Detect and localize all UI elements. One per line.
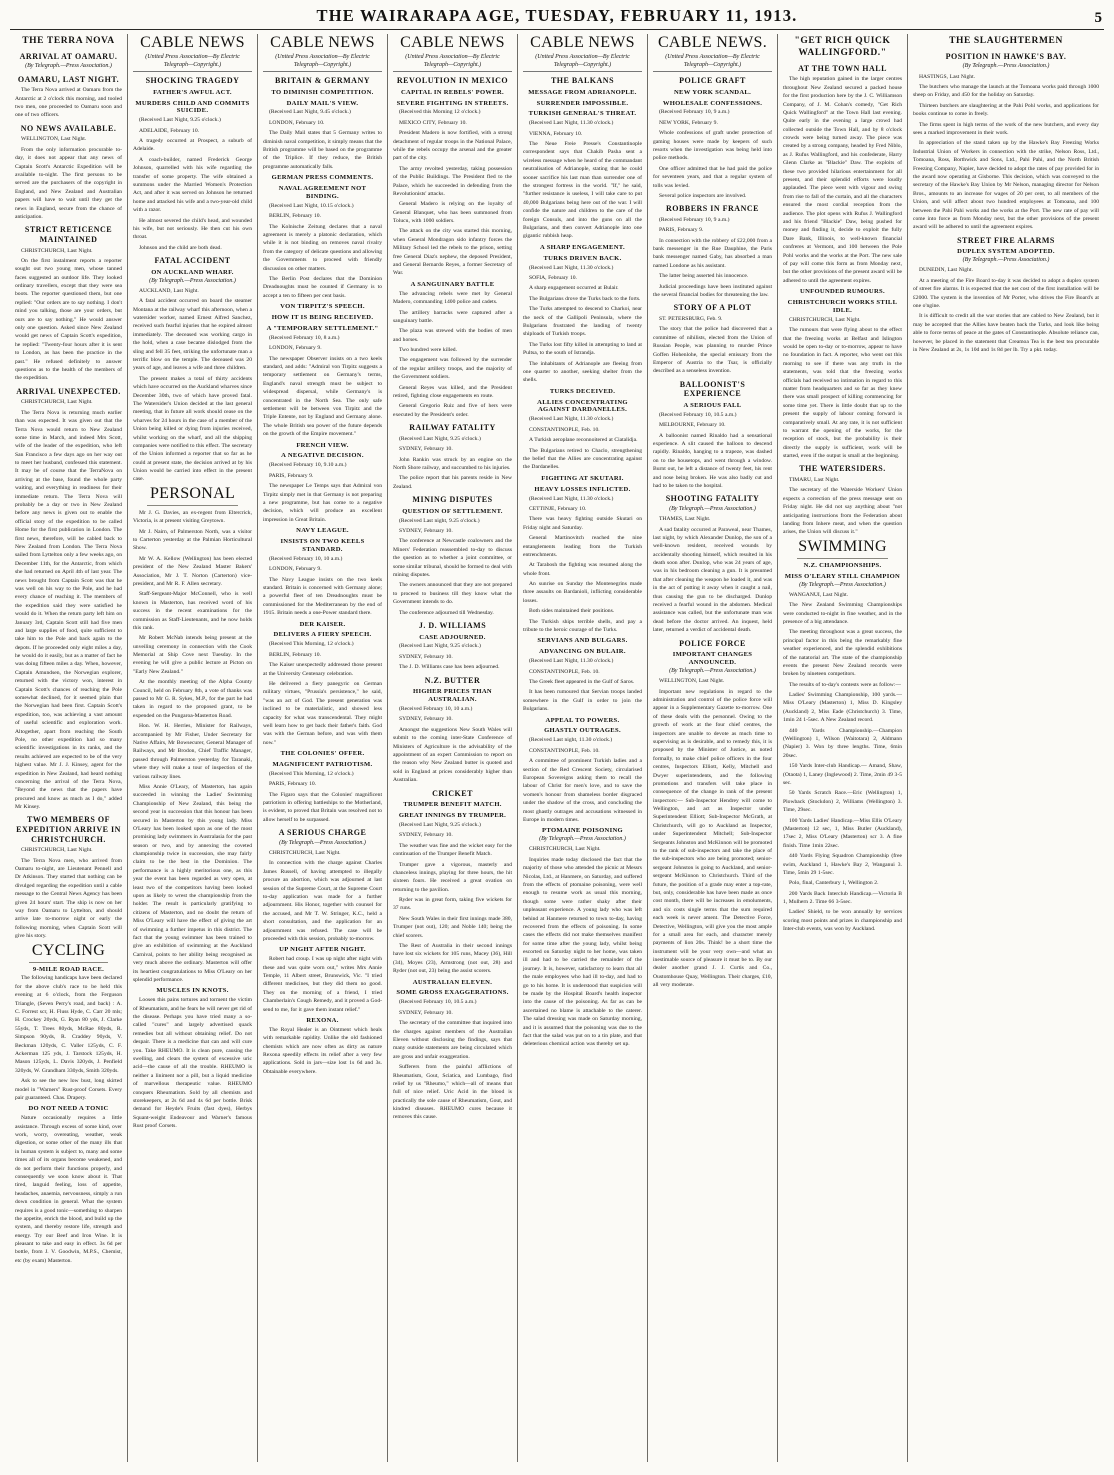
article-paragraph: (Received February 10, 8 a.m.) — [269, 334, 340, 341]
article-subheading: CHRISTCHURCH WORKS STILL IDLE. — [787, 299, 898, 314]
section-divider — [147, 505, 238, 506]
section-divider — [29, 962, 108, 963]
article-paragraph: Trumper gave a vigorous, masterly and chanceless innings, playing for three hours, the hit sixteen fours. He received a great ovation on returning to the pavilion. — [393, 861, 512, 893]
article-subheading: STORY OF A PLOT — [673, 303, 752, 313]
article-subheading: MURDERS CHILD AND COMMITS SUICIDE. — [135, 99, 250, 115]
article-paragraph: (Received February 10, 9 a.m.) — [659, 216, 730, 223]
article-paragraph: The secretary of the committee that inquired into the charges against members of the Australian Eleven without disclosing the findings, says that many outside statements are being circulated which are gross and unfair exaggeration. — [393, 1020, 512, 1060]
column-headline: THE TERRA NOVA — [22, 36, 115, 46]
article-paragraph: SYDNEY, February 10. — [399, 1009, 453, 1016]
article-subheading: OAMARU, LAST NIGHT. — [17, 74, 120, 84]
article-paragraph: (Received Last Night, 9.25 o'clock.) — [399, 821, 481, 828]
article-paragraph: The story that the police had discovered that a committee of nihilists, elected from the Union of Russian People, was planning to murder Prince Goffen Hohenlohe, the special emissary from the Emperor of Austria to the Tsar, is officially described as a senseless invention. — [653, 326, 772, 375]
article-paragraph: (Received February 10, 9.10 a.m.) — [269, 462, 347, 469]
column-headline: (United Press Association—By Electric Telegraph—Copyright.) — [653, 54, 772, 72]
article-paragraph: The Turkish ships terrible shells, and pay a tribute to the heroic courage of the Turks. — [523, 618, 642, 634]
article-paragraph: Mr Robert McNab intends being present at the unveiling ceremony in connection with the Cook Memorial at Ship Cove next Tuesday. In the evening he will give a public lecture at Picton on "Early New Zealand." — [133, 635, 252, 675]
article-subheading: SHOCKING TRAGEDY — [145, 76, 240, 85]
article-paragraph: A committee of prominent Turkish ladies and a section of the Red Crescent Society, circularised European Sovereigns asking them to recall the labour of Christ for men's love, and to save the women's honour from shameless border disgraced under the shadow of the cross, and concluding the most ghastly outrages and accusations witnessed in Europe in modern times. — [523, 758, 642, 823]
article-paragraph: 100 Yards Ladies' Handicap.—Miss Ellis O'Leary (Masterton) 12 sec, 1, Miss Butler (Auckland), 17sec 2, Miss O'Leary (Masterton) scr 3. A fine finish. Time 1min 22sec. — [783, 817, 902, 849]
article-paragraph: The Greek fleet appeared in the Gulf of Saros. — [529, 679, 635, 685]
article-subheading: SEVERE FIGHTING IN STREETS. — [396, 99, 509, 107]
article-paragraph: At Tarabosh the fighting was resumed along the whole front. — [523, 562, 642, 577]
article-subheading: UNFOUNDED RUMOURS. — [800, 288, 885, 296]
column-headline: (United Press Association—By Electric Telegraph—Copyright.) — [263, 54, 382, 72]
article-paragraph: He almost severed the child's head, and wounded his wife, but not seriously. He then cut his own throat. — [133, 217, 252, 241]
article-subheading: A "TEMPORARY SETTLEMENT." — [266, 324, 379, 332]
article-paragraph: DUNEDIN, Last Night. — [919, 267, 973, 274]
article-subheading: FATAL ACCIDENT — [154, 256, 231, 266]
column-3 — [258, 34, 388, 1462]
article-subheading: A SERIOUS FALL — [683, 401, 742, 409]
article-paragraph: MELBOURNE, February 10. — [659, 422, 726, 429]
article-paragraph: The Figaro says that the Colonies' magnificent patriotism in offering battleships to the Motherland, is evident, to proved that Britain was resolved not to allow herself to be surpassed. — [263, 791, 382, 823]
article-credit: (By Telegraph.—Press Association.) — [669, 505, 756, 512]
article-paragraph: (Received Last Night, 11.30 o'clock.) — [529, 416, 614, 423]
article-subheading: A NEGATIVE DECISION. — [281, 452, 364, 460]
column-1 — [10, 34, 128, 1462]
article-paragraph: SYDNEY, February 10. — [399, 446, 453, 453]
article-paragraph: In connection with the charge against Charles James Russell, of having attempted to illegally procure an abortion, which was adjourned at last session of the Supreme Court, at the Supreme Court to-day application was made for a further adjournment. His Honor, together with counsel for the accused, and Mr T. W. Stringer, K.C., held a short consultation, and the application for an adjournment was refused. The case will be proceeded with this session, probably to-morrow. — [263, 860, 382, 942]
article-paragraph: WELLINGTON, Last Night. — [21, 136, 87, 143]
article-paragraph: 440 Yards Flying Squadron Championship (free swim, Auckland 1, Hawke's Bay 2, Wanganui 3. Time, 5min 29 1-5sec. — [783, 853, 902, 876]
article-subheading: FRENCH VIEW. — [296, 441, 349, 449]
article-paragraph: An sunrise on Sunday the Montenegrins made three assaults on Bardanioli, inflicting considerable losses. — [523, 581, 642, 604]
article-paragraph: The Bulgarians drove the Turks back to the forts. — [529, 295, 641, 302]
article-subheading: ARRIVAL UNEXPECTED. — [16, 386, 121, 396]
article-paragraph: The newspaper Observer insists on a two keels standard, and adds: "Admiral von Tirpitz suggests a temporary settlement on Germany's terms, England's naval strength must be subject to widespread dispersal, while Germany's is concentrated in the North Sea. The only safe settlement will be between von Tirpitz and the Triple Entente, not by England and Germany alone. The whole British sea power of the future depends on the growth of the Empire movement." — [263, 355, 382, 438]
article-paragraph: A fatal accident occurred on board the steamer Montana at the railway wharf this afternoon, when a watersider worker, named Ernest Alfred Sanchez, received such fearful injuries that he expired almost immediately. The deceased was working cargo in the hold, when a case became dislodged from the sling and fell 35 feet, striking the unfortunate man a terrific blow on the temple. The deceased was 20 years of age, and leaves a wife and three children. — [133, 298, 252, 372]
article-paragraph: Mr J. G. Davies, an ex-regent from Eltercrick, Victoria, is at present visiting Greytown. — [133, 509, 252, 525]
article-subheading: A SERIOUS CHARGE — [278, 828, 367, 838]
article-subheading: WHOLESALE CONFESSIONS. — [662, 99, 763, 107]
article-paragraph: New South Wales in their first innings made 380, Trumper (not out), 120; and Noble 140; being the chief scorers. — [393, 915, 512, 939]
article-paragraph: The conference adjourned till Wednesday. — [399, 609, 494, 616]
article-subheading: HEAVY LOSSES INFLICTED. — [534, 485, 631, 493]
article-paragraph: Ask to see the new low bust, long skirted model in "Warners" Rust-proof Corsets. Every pair guaranteed. Chas. Drapery. — [15, 1078, 122, 1101]
article-paragraph: The latter being asserted his innocence. — [659, 273, 749, 280]
article-subheading: NEW YORK SCANDAL. — [673, 88, 752, 96]
article-paragraph: CHRISTCHURCH, Last Night. — [21, 399, 93, 406]
column-7 — [778, 34, 908, 1462]
article-subheading: TURKS DRIVEN BACK. — [543, 254, 622, 262]
article-paragraph: Ladies' Shield, to be won annually by services scoring most points and prizes in championship and Inter-club events, was won by Auckland. — [783, 909, 902, 933]
article-paragraph: Ryder was in great form, taking five wickets for 37 runs. — [393, 897, 512, 912]
article-subheading: SURRENDER IMPOSSIBLE. — [536, 99, 629, 107]
column-2 — [128, 34, 258, 1462]
article-paragraph: The Daily Mail states that 5 Germany writes to diminish naval competition, it simply means that the British programme will be based on the programme of the Triplice. If they reduce, the British programme automatically falls. — [263, 130, 382, 170]
article-paragraph: He delivered a fiery panegyric on German military virtues, "Prussia's persistence," he said, "was an act of God. The present generation was inclined to be materialistic, and showed less capacity for what was transcendental. They might well learn how to get back their father's faith. God was with the German before, and was with them now." — [263, 680, 382, 746]
article-subheading: MISS O'LEARY STILL CHAMPION — [784, 572, 901, 580]
article-paragraph: (Received Last Night, 11.30 o'clock.) — [529, 658, 614, 665]
article-paragraph: The Turks attempted to descend to Charkoi, near the neck of the Gallipoli Peninsula, where the Bulgarians frustrated the landing of twenty shiploads of Turkish troops. — [523, 306, 642, 338]
article-paragraph: ST. PETERSBURG, Feb. 9. — [659, 316, 723, 323]
article-subheading: VON TIRPITZ'S SPEECH. — [280, 303, 365, 311]
section-divider — [797, 558, 888, 559]
article-paragraph: HASTINGS, Last Night. — [919, 73, 976, 80]
column-headline: CABLE NEWS — [270, 34, 375, 51]
article-headline: SWIMMING — [798, 537, 887, 555]
article-subheading: CAPITAL IN REBELS' POWER. — [400, 88, 504, 96]
article-subheading: TWO MEMBERS OF EXPEDITION ARRIVE IN CHRISTCHURCH. — [16, 815, 121, 844]
article-paragraph: (Received Last Night, 10.15 o'clock.) — [269, 202, 354, 209]
article-paragraph: The newspaper Le Temps says that Admiral von Tirpitz simply met in that Germany is not preparing a new programme, but has come to a negative decision, which will produce an excellent impression in Great Britain. — [263, 483, 382, 523]
article-headline: PERSONAL — [149, 484, 236, 502]
article-paragraph: The owners announced that they are not prepared to proceed to business till they know what the Government intends to do. — [393, 582, 512, 606]
article-paragraph: Several police inspectors are involved. — [659, 192, 747, 199]
article-subheading: DELIVERS A FIERY SPEECH. — [273, 631, 372, 639]
article-paragraph: (Received February 10, 10.5 a.m.) — [399, 999, 477, 1006]
article-paragraph: The police report that his parents reside in New Zealand. — [393, 475, 512, 490]
article-credit: (By Telegraph.—Press Association.) — [539, 836, 626, 843]
article-subheading: THE BALKANS — [550, 76, 615, 85]
column-headline: (United Press Association—By Electric Telegraph—Copyright.) — [523, 54, 642, 72]
article-paragraph: The conference at Newcastle coalowners and the Miners' Federation reassembled to-day to discuss the question as to whether a joint committee, or some similar tribunal, should be formed to deal with mining disputes. — [393, 538, 512, 578]
article-paragraph: THAMES, Last Night. — [659, 516, 711, 523]
article-paragraph: (Received Last Night, 9.25 o'clock.) — [399, 643, 481, 650]
article-paragraph: BERLIN, February 10. — [269, 213, 321, 220]
article-paragraph: The Neue Freie Presse's Constantinople correspondent says that Chakib Pasha sent a wireless message when he heard of the commandant neutralisation of Adrianople, stating that he could sooner sacrifice his last man than surrender one of the strongest fortress in the world. "If," he said, "further resistance is useless, I will take care to put 40,000 Bulgarians being here out of the war. I will confide the nature and children to the care of the foreign Consuls, and into the guns on all the Bulgarians, and then convert Adrianople into one gigantic rubbish heap. — [523, 141, 642, 240]
article-paragraph: Miss Annie O'Leary, of Masterton, has again succeeded in winning the Ladies' Swimming Championship of New Zealand, this being the second year in succession that this honour has been secured in Masterton by this young lady. Miss O'Leary has been looked upon as one of the most promising lady swimmers in Australasia for the past season or two, and by annexing the coveted championship twice in succession, she may fairly claim to be the best in the Dominion. The performance is a highly meritorious one, as this year the event has been regarded as very open, at least two of the competitors having been looked upon as likely to wrest the championship from the holder. The result is particularly gratifying to citizens of Masterton, and no doubt the return of Miss O'Leary will have the effect of giving the art of swimming a further impetus in this district. The fact that the young swimmer has been trained to give an exhibition of swimming at the Auckland Carnival, points to her ability being recognised as very much above the ordinary. Masterton will offer its heartiest congratulations to Miss O'Leary on her splendid performance. — [133, 783, 252, 983]
article-paragraph: A Turkish aeroplane reconnoitered at Ciatalidja. — [529, 437, 638, 444]
article-paragraph: Mr J. Nairn, of Palmerston North, was a visitor to Carterton yesterday at the Palmian Horticultural Show. — [133, 528, 252, 552]
article-subheading: NO NEWS AVAILABLE. — [20, 123, 117, 133]
article-credit: (By Telegraph.—Press Association.) — [149, 277, 236, 284]
article-subheading: STREET FIRE ALARMS — [957, 235, 1055, 245]
article-paragraph: The engagement was followed by the surrender of the regular artillery troops, and the majority of the Government soldiers. — [393, 357, 512, 381]
article-paragraph: The meeting throughout was a great success, the principal factor in this being the remarkably fine weather experienced, and the splendid exhibitions of the natatorial art. The state of the championship events the present New Zealand records were broken by nineteen competitors. — [783, 629, 902, 678]
article-subheading: FIGHTING AT SKUTARI. — [541, 474, 624, 482]
article-paragraph: CHRISTCHURCH, Last Night. — [269, 850, 341, 856]
column-headline: THE SLAUGHTERMEN — [949, 36, 1063, 46]
article-paragraph: Staff-Sergeant-Major McConnell, who is well known in Masterton, has received word of his success in the recent examinations for the commission as Staff-Lieutenants, and he now holds this rank. — [133, 591, 252, 631]
article-subheading: HOW IT IS BEING RECEIVED. — [271, 314, 374, 322]
article-paragraph: From the only information procurable to-day, it does not appear that any news of Captain Scott's Antarctic Expedition will be available to-night. The first persons to be served are the purchasers of the copyright in England, and New Zealand and Australian papers will have to wait until they get the news in England, secure from the chance of anticipation. — [15, 146, 122, 220]
article-paragraph: Robert had croup. I was up night after night with these and was quite worn out," writes Mrs Annie Temple, 11 Albert street, Brunswick, Vic. "I tried different medicines, but they did them no good. They on the morning of a friend, I tried Chamberlain's Cough Remedy, and it proved a God-send to me, for it gave them instant relief." — [263, 956, 382, 1013]
article-paragraph: SYDNEY, February 10. — [399, 528, 453, 535]
article-subheading: CRICKET — [432, 788, 473, 798]
article-paragraph: SOFIA, February 10. — [529, 274, 577, 281]
article-paragraph: 200 Yards Back Interclub Handicap.—Victoria B 1, Mulhern 2. Time 66 3-5sec. — [783, 890, 902, 906]
column-headline: CABLE NEWS. — [657, 34, 768, 51]
article-subheading: INSISTS ON TWO KEELS STANDARD. — [280, 538, 365, 553]
article-paragraph: WANGANUI, Last Night. — [789, 591, 849, 598]
article-headline: CYCLING — [31, 941, 106, 959]
article-paragraph: General Martinovitch reached the nine entanglements leading from the Turkish entrenchments. — [523, 535, 642, 558]
article-paragraph: Sufferers from the painful afflictions of Rheumatism, Gout, Sciatica, and Lumbago, find relief by us "Rheumo," which—all of means that full of nice relief. Uric Acid in the blood is practically the sole cause of Rheumatism, Gout, and kindred diseases. RHEUMO cures because it removes this cause. — [393, 1064, 512, 1121]
article-paragraph: (Received February 10, 10.5 a.m.) — [659, 411, 737, 418]
article-paragraph: One officer admitted that he had paid the police for seventeen years, and that a regular system of tolls was levied. — [653, 165, 772, 189]
article-paragraph: SYDNEY, February 10. — [399, 653, 453, 660]
article-paragraph: A tragedy occurred at Prospect, a suburb of Adelaide. — [133, 138, 252, 153]
article-subheading: SOME GROSS EXAGGERATIONS. — [396, 989, 509, 997]
article-paragraph: Ladies' Swimming Championship, 100 yards.—Miss O'Leary (Masterton) 1, Miss D. Kingsley (Auckland) 2, Miss Eade (Christchurch) 3. Time, 1min 24 1-5sec. A New Zealand record. — [783, 692, 902, 724]
article-paragraph: The butchers who manage the launch at the Tomoana works paid through 1000 sheep on Friday, and 450 for the holiday on Saturday. — [913, 84, 1099, 99]
article-paragraph: (Received Last Night, 9.45 o'clock.) — [269, 109, 351, 116]
article-paragraph: The inhabitants of Adrianople are fleeing from one quarter to another, seeking shelter from the shells. — [523, 360, 642, 384]
article-subheading: SERVIANS AND BULGARS. — [537, 637, 628, 645]
article-subheading: J. D. WILLIAMS — [418, 620, 487, 630]
article-paragraph: The Terra Nova is returning much earlier than was expected. It was given out that the Terra Nova would return to New Zealand some time in March, and indeed Mrs Scott, wife of the leader of the expedition, who left San Francisco a few days ago on her way out to meet her husband, confessed this statement. It may be of course that the TerraNova on arriving at the base, found the whole party waiting, and everything in readiness for their immediate return. The Terra Nova will probably be a day or two in New Zealand before any news is given out to enable the official story of the expedition to be called Home for the first publication in London. The first news, therefore, will be cabled back to New Zealand from London. The Terra Nova sailed from Lyttelton only a few weeks ago, on December 11th, for the Antarctic, from which she had returned on April 4th of last year. The news brought from Captain Scott was that he was well on his way to the Pole, and he had every chance of reaching it. The members of the expedition said they were satisfied he would do it. When the return party left him on January 3rd, Captain Scott still had five men and large supplies of food, quite sufficient to take him to the Pole and back again to the depots. If he proceeded only eight miles a day, he would do it easily, but as a matter of fact he was doing fifteen miles a day. When, however, Captain Amundsen, the Norwegian explorer, returned with the victory won, interest in Captain Scott's chances of reaching the Pole somewhat declined, for it seemed plain that the Norwegian had been first. Captain Scott's expedition, too, was achieving a vast amount of useful scientific and exploration work. Altogether, apart from reaching the South Pole, no other expedition had so many scientific investigations in its ranks, and the results achieved are expected to be of the very highest value. Mr J. J. Kinsey, agent for the expedition in New Zealand, had heard nothing concerning the arrival of the Terra Nova, "Beyond the news that the papers have procured and know as much as I do," added Mr Kinsey. — [15, 409, 122, 811]
article-subheading: N.Z. BUTTER — [424, 675, 481, 685]
article-paragraph: LONDON, February 9. — [269, 566, 322, 573]
article-credit: (By Telegraph.—Press Association.) — [669, 668, 756, 675]
article-subheading: GREAT INNINGS BY TRUMPER. — [398, 812, 507, 820]
column-headline: "GET RICH QUICK WALLINGFORD." — [794, 36, 891, 58]
article-paragraph: The weather was fine and the wicket easy for the continuation of the Trumper Benefit Match. — [393, 842, 512, 858]
article-paragraph: The firms spent in high terms of the work of the new butchers, and every day sees a marked improvement in their work. — [913, 121, 1099, 136]
article-subheading: GERMAN PRESS COMMENTS. — [271, 174, 374, 182]
article-subheading: FATHER'S AWFUL ACT. — [153, 88, 232, 96]
article-credit: (By Telegraph.—Press Association.) — [279, 839, 366, 846]
column-8 — [908, 34, 1104, 1462]
article-subheading: CASE ADJOURNED. — [419, 633, 486, 641]
article-paragraph: The Kaiser unexpectedly addressed those present at the University Centenary celebration. — [263, 662, 382, 677]
article-subheading: MAGNIFICENT PATRIOTISM. — [272, 760, 373, 768]
article-paragraph: The army revolted yesterday, taking possession of the Public Buildings. The President fled to the Palace, which he succeeded in defending from the Revolutionists' attacks. — [393, 165, 512, 197]
article-subheading: MUSCLES IN KNOTS. — [156, 987, 229, 995]
article-paragraph: Nature occasionally requires a little assistance. Through excess of some kind, over work, worry, overeating, weather, weak digestion, or some other of the many ills that in human system is subject to, many and some times all of its organs become weakened, and do not perform their functions properly, and consequently we soon know about it. That tired, languid feeling, loss of appetite, headaches, anaemia, nervousness, simply a run down condition in general. What the system requires is a good tonic—something to sharpen the appetite, enrich the blood, and build up the system, and thereby restore life, strength and energy. Try our Beef and Iron Wine. It is pleasant to take and easy in effect. 3s 6d per bottle, from J. V. Goodwin, M.P.S., Chemist, etc (by exam) Masterton. — [15, 1115, 122, 1264]
article-paragraph: A balloonist named Rinaldo had a sensational experience. A slit caused the balloon to descend rapidly. Rinaldo, hanging to a trapeze, was dashed on to the housetops, and went through a window. Burnt out, he left a distance of twenty feet, his rent and nose being broken. He was also badly cut and had to be taken to the hospital. — [653, 432, 772, 489]
article-paragraph: At the monthly meeting of the Alpha County Council, held on February 8th, a vote of thanks was passed to Mr G. R. Sykes, M.P., for the part he had taken in regard to the proposed grant, to be expended on the Pungaroa-Masterton Road. — [133, 679, 252, 719]
article-paragraph: In appreciation of the stand taken up by the Hawke's Bay Freezing Works Industrial Union of Workers in connection with the strike, Nelson Ross, Ltd., Tomoana, Ross, Borthwick and Sons, Ltd., Pahi Pahi, and the North British Freezing Company, Napier, have decided to adopt the rates of pay provided for in the award now operating at Gisborne. This decision, which was conveyed to the secretary of the Hawke's Bay Union by Mr Nelson, managing director for Nelson Bros., amounts to an increase for wages of 20 per cent, to all members of the Union, and will affect about two hundred employees at Tomoana, and 100 between the Pahi Pahi works and the works at the Port. The new rate of pay will come into force as from Monday next, but the other provisions of the present award will be adhered to until the agreement expires. — [913, 140, 1099, 231]
article-paragraph: The present makes a total of thirty accidents which have occurred on the Auckland wharves since December 30th, two of which have proved fatal. The Watersider's Union decided at the last general meeting, that in future all work should cease on the wharves for 24 hours in the case of a member of the Union being killed or dying from injuries received, whilst working on the wharf, and all the shipping companies were notified to this effect. The secretary of the Union informed a reporter that so far as he could at present state, the decision arrived at by his Union would be carried into effect in the present case. — [133, 375, 252, 483]
article-subheading: ALLIES CONCENTRATING AGAINST DARDANELLES. — [537, 398, 628, 414]
article-subheading: ROBBERS IN FRANCE — [666, 204, 759, 214]
article-paragraph: 440 Yards Championship.—Champion (Wellington) 1, Wilson (Waitotara) 2, Aldmann (Napier) 3. Won by three lengths. Time, 6min 20sec. — [783, 727, 902, 759]
article-subheading: N.Z. CHAMPIONSHIPS. — [803, 561, 882, 569]
page-number: 5 — [1094, 10, 1102, 26]
article-paragraph: The Turks lost fifty killed in attempting to land at Pultsa, to the south of Istrandja. — [523, 341, 642, 357]
article-paragraph: The advancing rebels were met by General Madero, commanding 1400 police and cadets. — [393, 290, 512, 306]
article-paragraph: It has been rumoured that Servian troops landed somewhere in the Gulf in order to join the Bulgarians. — [523, 689, 642, 713]
column-headline: AT THE TOWN HALL — [798, 63, 887, 73]
article-paragraph: Two hundred were killed. — [399, 347, 457, 354]
article-paragraph: The J. D. Williams case has been adjourned. — [399, 664, 500, 671]
article-paragraph: PARIS, February 9. — [269, 472, 314, 479]
article-subheading: NAVAL AGREEMENT NOT BINDING. — [278, 185, 367, 200]
article-paragraph: On the first instalment reports a reporter sought out two young men, whose tanned faces suggested an outdoor life. They looked ordinary travellers, except that they were sea boots. The reporter questioned them, but one replied: "Our orders are to say nothing. I don't mind you talking, those are your orders, but ours are to say nothing." He would answer only one question. Asked since New Zealand would get news of Captain Scott's expedition, he replied: "Twenty-four hours after it is sent to London, as has been the practice in the past." He refused definitely to answer questions as to the health of the members of the expedition. — [15, 257, 122, 382]
column-headline: CABLE NEWS — [530, 34, 635, 51]
article-subheading: MESSAGE FROM ADRIANOPLE. — [528, 88, 637, 96]
article-paragraph: MEXICO CITY, February 10. — [399, 119, 467, 126]
article-paragraph: The artillery barracks were captured after a sanguinary battle. — [393, 309, 512, 324]
article-subheading: SHOOTING FATALITY — [665, 494, 760, 504]
article-paragraph: (Received Last Night, 11.30 o'clock.) — [529, 264, 614, 271]
article-paragraph: The New Zealand Swimming Championships were conducted to-night in fine weather, and in the presence of a big attendance. — [783, 602, 902, 625]
article-paragraph: (Received Last Night, 11.30 o'clock.) — [529, 495, 614, 502]
article-paragraph: The Terra Nova arrived at Oamaru from the Antarctic at 2 o'clock this morning, and tooled two men, one proceeded to Oamaru soon and one of two officers. — [15, 87, 122, 119]
article-paragraph: CETTINJE, February 10. — [529, 505, 587, 512]
article-subheading: AUSTRALIAN ELEVEN. — [412, 978, 493, 986]
article-paragraph: (Received this Morning 12 o'clock.) — [399, 109, 481, 116]
article-paragraph: (Received This Morning, 12 o'clock.) — [269, 641, 354, 648]
article-paragraph: It is difficult to credit all the war stories that are cabled to New Zealand, but it may be accepted that the Allies have beaten back the Turks, and look like being able to force terms of peace at the gates of Constantinople. Absolute reliance can, however, be placed in the statement that Creamoa Tea is the best tea procurable in New Zealand at 2s, 1s 10d and 1s 8d per lb. Try a pkt. today. — [913, 313, 1099, 353]
article-paragraph: The high reputation gained in the larger centres throughout New Zealand secured a packed house for the first production here by the J. C. Williamson Company, of J. M. Cohan's comedy, "Get Rich Quick Wallingford" at the Town Hall last evening. Quite early in the evening a large crowd had collected outside the Town Hall, and by 8 o'clock crowds were being turned away. The piece was created by a strong company, headed by Fred Niblo, as J. Rufus Wallingford, and his confederate, Harry Glenn Clarke as "Blackie" Daw. The exploits of these two provided hilarious entertainment for all present, and their splendid efforts were loudly applauded. The piece went with vigour and swing from rise to fall of the curtain, and all the characters ensured the most cordial reception from the audience. The plot opens with Rufus J. Wallingford and his friend "Blackie" Daw, being pushed for money and finding it, decide to exploit the fully Dare Bank, Illinois, to well-known financial confreres at Vermont, and 100 between the Pole Pohl works and the works at the Port. The new sale of pay will come this form as from Monday next, but the other provisions of the present award will be adhered to until the agreement expires. — [783, 76, 902, 284]
article-paragraph: Loosen this pains tortures and torment the victim of Rheumatism, and he fears he will never get rid of the disease. Perhaps you have tried many a so-called "cures" and largely advertised quack remedies but all without obtaining relief. Do not despair. There is a medicine that can and will cure you. Take RHEUMO. It is clean pure, causing the swelling, and clears the system of excessive uric acid—the cause of all the trouble. RHEUMO is neither a liniment nor a pill, but a liquid medicine of marvellous therapeutic value. RHEUMO conquers Rheumatism. Sold by all chemists and storekeepers, at 2s 6d and 4s 6d per bottle. Brisk demand for Heyde's Fruits (fast dyes), Herbys Squant-weight Endeavour and Warner's famous Rust proof Corsets. — [133, 997, 252, 1130]
article-paragraph: CONSTANTINOPLE, Feb. 10. — [529, 426, 600, 433]
article-paragraph: General Reyes was killed, and the President retired, fighting close engagements en route. — [393, 384, 512, 400]
article-paragraph: The following handicaps have been declared for the above club's race to be held this evening at 6 o'clock, from the Ferguson Triangle, (Seven Perry's road, and back) : A. C. Forrest scr, H. Fluss Hyde, C. Carr 20 mls; H. Crockey 20yds, G. Ryan 80 yds, J. Clarke 55yds, T. Trees 80yds, McRae 80yds, R. Simpson 90yds, R. Craddey 90yds, V. Beckman 120yds, C. Valler 125yds, C. F. Ackerman 125 yds, J. Tarstock 125yds, H. Mason 125yds, L. Davis 320yds, J. Penfield 320yds, W. Grandham 330yds, Smith 320yds. — [15, 975, 122, 1074]
article-paragraph: WELLINGTON, Last Night. — [659, 678, 725, 685]
article-paragraph: PARIS, February 9. — [659, 227, 704, 234]
article-paragraph: The results of to-day's contests were as follow:— — [789, 681, 901, 688]
article-paragraph: (Received Last night, 9.25 o'clock.) — [399, 517, 480, 524]
article-paragraph: The Terra Nova men, who arrived from Oamaru to-night, are Lieutenant Pennell and Dr Atkinson. They started that nothing can be divulged regarding the expedition until a cable message to the Central News Agency has been given 24 hours' start. The ship is now on her way from Oamaru to Lyttelton, and should arrive late to-morrow night or early the following morning, when Captain Scott will give his story. — [15, 857, 122, 940]
article-subheading: POLICE GRAFT — [679, 76, 746, 85]
article-subheading: TURKS DECEIVED. — [549, 387, 616, 395]
article-paragraph: (Received February 10, 10 a.m.) — [269, 555, 343, 562]
article-subheading: ON AUCKLAND WHARF. — [151, 268, 234, 276]
article-subheading: ADVANCING ON BULAIR. — [539, 648, 626, 656]
column-headline: (United Press Association—By Electric Telegraph—Copyright.) — [133, 54, 252, 72]
column-headline: POSITION IN HAWKE'S BAY. — [945, 51, 1067, 61]
article-paragraph: PARIS, February 10. — [269, 781, 317, 788]
article-paragraph: (Received February 10, 9 a.m.) — [659, 109, 730, 116]
article-paragraph: LONDON, February 10. — [269, 119, 325, 126]
article-subheading: POLICE FORCE — [679, 638, 746, 648]
column-5 — [518, 34, 648, 1462]
article-paragraph: A sharp engagement occurred at Bulair. — [529, 285, 619, 292]
article-paragraph: (Received February 10, 10 a.m.) — [399, 706, 473, 713]
article-subheading: IMPORTANT CHANGES ANNOUNCED. — [672, 651, 753, 667]
column-headline: ARRIVAL AT OAMARU. — [19, 51, 118, 61]
article-paragraph: The Royal Healer is an Ointment which heals with remarkable rapidity. Unlike the old fashioned chemists which are now often as dirty as nature Rexona speedily effects its relief after a very few applications. Sold in jars—size lost 1s 6d and 3s. Obtainable everywhere. — [263, 1026, 382, 1075]
article-paragraph: The plaza was strewed with the bodies of men and horses. — [393, 328, 512, 343]
article-paragraph: (Received This Morning, 12 o'clock.) — [269, 770, 354, 777]
column-headline: (By Telegraph.—Press Association.) — [25, 63, 112, 70]
article-paragraph: There was heavy fighting outside Skutari on Friday night and Saturday. — [523, 516, 642, 531]
article-subheading: GHASTLY OUTRAGES. — [544, 727, 621, 735]
masthead — [10, 6, 1104, 30]
article-paragraph: BERLIN, February 10. — [269, 651, 321, 658]
article-paragraph: General Gregorio Ruiz and five of hers were executed by the President's order. — [393, 403, 512, 418]
article-paragraph: The secretary of the Waterside Workers' Union expects a correction of the press message sent on Friday night. He did not say anything about "not anticipating instructions from the Federation about landing from Inhere meat, and when the question arises, the Union will discuss it." — [783, 487, 902, 536]
article-subheading: NAVY LEAGUE. — [296, 527, 349, 535]
article-paragraph: Whole confessions of graft under protection of gaming houses were made by keepers of such resorts when the investigation was being held into police methods. — [653, 130, 772, 162]
article-subheading: RAILWAY FATALITY — [409, 423, 496, 433]
article-subheading: REXONA. — [306, 1016, 339, 1024]
article-subheading: PTOMAINE POISONING — [542, 827, 623, 835]
article-subheading: DO NOT NEED A TONIC — [28, 1105, 109, 1113]
article-subheading: THE COLONIES' OFFER. — [280, 750, 365, 758]
article-paragraph: CHRISTCHURCH, Last Night. — [789, 316, 861, 323]
article-subheading: A SANGUINARY BATTLE — [410, 280, 495, 288]
article-paragraph: (Received Last Night, 9.25 o'clock.) — [139, 117, 221, 124]
article-paragraph: The Bulgarians retired to Chaclo, strengthening the belief that the Allies are concentrating against the Dardanelles. — [523, 447, 642, 471]
article-paragraph: NEW YORK, February 9. — [659, 119, 718, 126]
column-6 — [648, 34, 778, 1462]
article-paragraph: A coach-builder, named Frederick George Johnson, quarrelled with his wife regarding the transfer of some property. The wife obtained a summons under the Married Women's Protection Act, and after it was served on Johnson he returned home and attacked his wife and a two-year-old child with a razor. — [133, 156, 252, 214]
article-paragraph: Thirteen butchers are slaughtering at the Pahi Pohl works, and applications for books continue to come in freely. — [913, 102, 1099, 118]
article-subheading: DAILY MAIL'S VIEW. — [286, 99, 359, 107]
article-paragraph: The rumours that were flying about to the effect that the freezing works at Belfast and Islington would be open to-day or to-morrow, appear to have no foundation in fact. A reporter, who went out this morning to see if there was any truth in the statements, was told that the freezing works officials had received no intimation in regard to this matter from headquarters and so far as they knew there was small prospect of killing commencing for some time yet. There is little doubt that up to the present the supply of labour coming forward is comparatively small. At any rate, it is not sufficient to warrant the opening of the works, for the reception of stock, but the probability is their directly the supply is sufficient, work will be started, even if the output is small at the beginning. — [783, 327, 902, 460]
column-headline: CABLE NEWS — [140, 34, 245, 51]
article-paragraph: President Madero is now fortified, with a strong detachment of regular troops in the National Palace, while the rebels occupy the arsenal and the greater part of the city. — [393, 130, 512, 162]
article-paragraph: CHRISTCHURCH, Last Night. — [529, 846, 601, 853]
article-paragraph: 150 Yards Inter-club Handicap.— Amand, Shaw, (Otaota) 1, Laney (Inglewood) 2. Time, 2min 49 3-5 sec. — [783, 763, 902, 786]
article-subheading: APPEAL TO POWERS. — [545, 716, 620, 724]
article-paragraph: CHRISTCHURCH, Last Night. — [21, 247, 93, 254]
article-paragraph: Polo, final, Canterbury 1, Wellington 2. — [789, 880, 879, 887]
article-subheading: BALLOONIST'S EXPERIENCE — [679, 379, 746, 399]
masthead-title: THE WAIRARAPA AGE, TUESDAY, FEBRUARY 11, 1913. — [316, 6, 798, 25]
article-paragraph: Both sides maintained their positions. — [529, 608, 615, 615]
article-subheading: STRICT RETICENCE MAINTAINED — [24, 225, 113, 244]
article-paragraph: CONSTANTINOPLE, Feb. 10. — [529, 668, 600, 675]
article-paragraph: AUCKLAND, Last Night. — [139, 287, 199, 294]
article-paragraph: The Rest of Australia in their second innings have lost six wickets for 105 runs, Macey (36), Hill (34), Moyes (23), Armstrong (not out, 28) and Ryder (not out, 23) being the assist scorers. — [393, 943, 512, 975]
article-subheading: A SHARP ENGAGEMENT. — [540, 243, 625, 251]
article-paragraph: LONDON, February 9. — [269, 345, 322, 352]
article-paragraph: SYDNEY, February 10. — [399, 716, 453, 723]
article-paragraph: The Berlin Post declares that the Dominion Dreadnoughts must be counted if Germany is to accept a ten to fifteen per cent basis. — [263, 275, 382, 299]
article-paragraph: At a meeting of the Fire Board to-day it was decided to adopt a duplex system of street fire alarms. It is expected that the net cost of the first installation will be £2000. The system is the invention of Mr Porter, who drives the Fire Board's at one o'ngine. — [913, 277, 1099, 309]
article-subheading: DUPLEX SYSTEM ADOPTED. — [957, 248, 1055, 256]
article-paragraph: VIENNA, February 10. — [529, 130, 583, 137]
article-subheading: HIGHER PRICES THAN AUSTRALIAN. — [413, 688, 492, 704]
article-subheading: TRUMPER BENEFIT MATCH. — [403, 801, 502, 809]
article-paragraph: The Navy League insists on the two keels standard. Britain is concerned with Germany alone; a powerful fleet of ten Dreadnoughts must be commissioned for the Mediterranean by the end of 1915. Britain needs a one-Power standard there. — [263, 576, 382, 617]
column-container — [10, 34, 1104, 1462]
article-paragraph: TIMARU, Last Night. — [789, 477, 840, 484]
article-credit: (By Telegraph.—Press Association.) — [962, 257, 1050, 264]
article-paragraph: In connection with the robbery of £22,000 from a bank messenger in the Rue Dauphine, the Paris bank messenger named Gaby, has absorbed a man named Londone as his assistant. — [653, 237, 772, 269]
article-paragraph: The Kolnische Zeitung declares that a naval agreement is merely a platonic declaration, which while it is not binding on removes naval rivalry from the category of delicate questions and allowing the Governments to proceed with friendly discussion on other matters. — [263, 223, 382, 272]
article-subheading: THE WATERSIDERS. — [799, 464, 886, 474]
article-subheading: MINING DISPUTES — [412, 495, 493, 505]
article-subheading: 9-MILE ROAD RACE. — [32, 965, 105, 973]
article-paragraph: SYDNEY, February 10. — [399, 832, 453, 839]
article-paragraph: A sad fatality occurred at Paraweal, near Thames, last night, by which Alexander Dunlop, the son of a well-known resident, received wounds by accidentally shooting himself, which resulted in his death soon after. Dunlop, who was 24 years of age, was in his bedroom cleaning a gun. It is presumed that after cleaning the weapon he loaded it, and was in the act of putting it away when it caught a nail, thus causing the gun to be discharged. Dunlop received a fearful wound in the abdomen. Medical assistance was called, but the unfortunate man was dead before the doctor arrived. An inquest, held later, returned a verdict of accidental death. — [653, 526, 772, 634]
article-credit: (By Telegraph.—Press Association.) — [799, 581, 886, 588]
column-headline: (By Telegraph.—Press Association.) — [962, 63, 1050, 70]
article-paragraph: (Received Last Night, 9.25 o'clock.) — [399, 435, 481, 442]
article-subheading: REVOLUTION IN MEXICO — [396, 76, 509, 85]
article-paragraph: Amongst the suggestions New South Wales will submit to the coming inter-State Conference of Ministers of Agriculture is the advisability of the appointment of an expert Commission to report on the reason why New Zealand butter is quoted and sold in England at prices considerably higher than Australian. — [393, 726, 512, 784]
article-paragraph: Inquiries made today disclosed the fact that the majority of those who attended the picnic at Messrs Nicolas, Ltd., at Hanmere, on Saturday, and suffered from the effects of ptomaine poisoning, were well enough to resume work as usual this morning, though some were rather shaky after their unpleasant experience. A young lady who was left behind at Hanmere returned to town to-day, having recovered from the effects of poisoning. In some cases the effects did not make themselves manifest for some time after the young lady, whilst being escorted on Saturday night to her home, was taken ill and had to be carried the remainder of the journey. It is, however, satisfactory to learn that all the male employees who had ill to-day, and had to go to his home. It is understood that suspicion will be made by the Hospital Board's health inspector into the cause of the poisoning. As far as can be ascertained no blame is attachable to the caterer. The salad dressing was made on Saturday morning, and it is assumed that the poisoning was due to the fact that the salad was put on to a tin plate, and that deleterious chemical action was thereby set up. — [523, 856, 642, 1048]
article-subheading: BRITAIN & GERMANY — [274, 76, 371, 85]
article-paragraph: ADELAIDE, February 10. — [139, 127, 200, 134]
column-headline: (United Press Association—By Electric Telegraph—Copyright.) — [393, 54, 512, 72]
article-paragraph: Important new regulations in regard to the administration and control of the police force will appear in a Supplementary Gazette to-morrow. One of these deals with the personnel. Owing to the growth of work at the four chief centres, the inspectors are unable to devote as much time to supervising as is desirable, and to remedy this, it is proposed by the Minister of Justice, as noted formally, to make chief police officers in the four centres, Inspectors Elliott, Kelly, Mitchell and Dwyer superintendents, and the following promotions and transfers will take place in consequence of the change in rank of the present inspectors:— Sub-Inspector Hendrey will come to Wellington, and act as Inspector under Superintendent Elliott; Sub-Inspector McGrath, at Christchurch, will go to Auckland as Inspector, under Superintendent Mitchell; Sub-Inspector Sergeants Johnston and McKinnon will be promoted to the rank of sub-inspectors and take the place of the sub-inspectors who are being promoted; senior-sergeant Johnston is going to Auckland, and senior-sergeant McKinnon to Christchurch. Third of the future, the position of a grade may enter a top-rate, but, only, considerable has have been made as once cost month, there will be increases in emoluments, and six costs single terms that the sum required each week is never ament. The Detective Force, Detective, Wellington, will give you the most ample for a small area for each, and character merely payments of lion 20s. Think! be a short time the instrument will be your very own—and what an inestimable source of pleasure it must be to. By our dealer another grand J. J. Curtis and Co., Oustomhouse Quay, Wellington. Their charges, £10, all very moderate. — [653, 688, 772, 989]
article-paragraph: (Received Last Night, 11.30 o'clock.) — [529, 120, 614, 127]
article-paragraph: (Received Last night, 11.30 o'clock.) — [529, 737, 613, 744]
article-paragraph: Judicial proceedings have been instituted against the several financial bodies for threatening the law. — [653, 283, 772, 299]
article-paragraph: John Rankin was struck by an engine on the North Shore railway, and succumbed to his injuries. — [393, 456, 512, 471]
article-subheading: UP NIGHT AFTER NIGHT. — [279, 946, 366, 954]
article-paragraph: CHRISTCHURCH, Last Night. — [21, 847, 93, 854]
article-paragraph: CONSTANTINOPLE, Feb. 10. — [529, 747, 600, 754]
article-subheading: TO DIMINISH COMPETITION. — [271, 88, 374, 96]
article-subheading: QUESTION OF SETTLEMENT. — [402, 507, 503, 515]
article-paragraph: The attack on the city was started this morning, when General Mondragon sido infantry forces the Military School led the rebels to the prison, setting free General Diaz's nephew, the deposed President, and General Bernardo Reyes, a former Secretary of War. — [393, 228, 512, 277]
column-4 — [388, 34, 518, 1462]
article-subheading: DER KAISER. — [299, 620, 346, 628]
article-paragraph: General Madero is relying on the loyalty of General Blanquet, who has been summoned from Tolucu, with 1000 soldiers. — [393, 201, 512, 225]
article-paragraph: Hon. W. H. Herries, Minister for Railways, accompanied by Mr Fisher, Under Secretary for Native Affairs, Mr Bowsecurer, General Manager of Railways, and Mr Brodon, Chief Traffic Manager, passed through Palmerston yesterday for Taranaki, where they will make a tour of inspection of the various railway lines. — [133, 723, 252, 780]
article-paragraph: Mr W. A. Kellow (Wellington) has been elected president of the New Zealand Master Bakers' Association, Mr J. T. Norton (Carterton) vice-president, and Mr R. F. Allen secretary. — [133, 555, 252, 587]
article-subheading: TURKISH GENERAL'S THREAT. — [528, 110, 637, 118]
article-paragraph: 50 Yards Scratch Race.—Eric (Wellington) 1, Plowback (Stockdon) 2, Williams (Wellington) 3. Time, 29sec. — [783, 790, 902, 814]
column-headline: CABLE NEWS — [400, 34, 505, 51]
article-paragraph: Johnson and the child are both dead. — [139, 244, 222, 251]
